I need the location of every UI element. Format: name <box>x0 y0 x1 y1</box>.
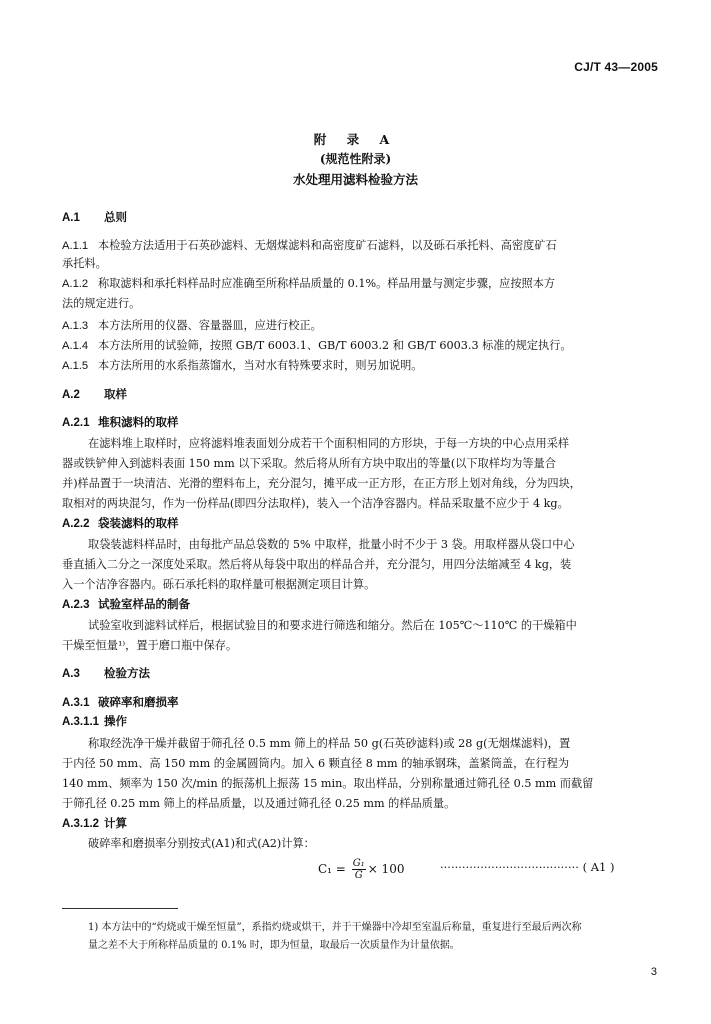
clause-number: A.2.3 <box>62 599 90 611</box>
clause-text: 本方法所用的仪器、容量器皿，应进行校正。 <box>98 319 322 332</box>
footnote-line: 量之差不大于所称样品质量的 0.1% 时，即为恒量，取最后一次质量作为计量依据。 <box>88 940 460 951</box>
formula-rhs: × 100 <box>367 862 405 876</box>
clause-number: A.1.1 <box>62 240 89 252</box>
clause-a1-5 <box>62 358 654 374</box>
section-title: 总则 <box>104 212 127 224</box>
paragraph-line: 垂直插入二分之一深度处采取。然后将从每袋中取出的样品合并，充分混匀，用四分法缩减至 4 kg，装 <box>62 558 572 571</box>
clause-number: A.1.5 <box>62 360 89 372</box>
clause-text: 本方法所用的试验筛，按照 GB/T 6003.1、GB/T 6003.2 和 GB/T 6003.3 标准的规定执行。 <box>98 339 572 352</box>
clause-number: A.3.1 <box>62 697 90 709</box>
footnote-line: 1) 本方法中的“灼烧或干燥至恒量”，系指灼烧或烘干，并于干燥器中冷却至室温后称量，重复进行至最后两次称 <box>88 922 582 933</box>
section-a2-heading <box>62 387 654 403</box>
paragraph-line: 干燥至恒量¹⁾，置于磨口瓶中保存。 <box>62 639 238 652</box>
clause-a1-3 <box>62 318 654 334</box>
footnote-divider <box>62 908 178 909</box>
clause-title: 堆积滤料的取样 <box>98 417 179 429</box>
clause-a3-1-2-heading <box>62 816 654 832</box>
clause-a1-1-cont: 承托料。 <box>62 257 107 270</box>
clause-title: 计算 <box>104 818 127 830</box>
clause-a2-3-heading <box>62 597 654 613</box>
fraction-denominator: G <box>354 870 363 881</box>
clause-a3-1-1-heading <box>62 714 654 730</box>
section-title: 检验方法 <box>104 668 150 680</box>
clause-number: A.3.1.2 <box>62 818 100 830</box>
paragraph-line: 取相对的两块混匀，作为一份样品(即四分法取样)，装入一个洁净容器内。样品采取量不应少于 4 kg。 <box>62 497 569 510</box>
clause-a2-2-heading <box>62 516 654 532</box>
clause-number: A.3.1.1 <box>62 716 100 728</box>
clause-number: A.1.4 <box>62 340 89 352</box>
section-title: 取样 <box>104 389 127 401</box>
paragraph-line: 称取经洗净干燥并截留于筛孔径 0.5 mm 筛上的样品 50 g(石英砂滤料)或 28 g(无烟煤滤料)，置 <box>88 737 571 750</box>
clause-a1-4 <box>62 338 654 354</box>
page-number: 3 <box>650 966 657 978</box>
formula-a1 <box>318 858 404 881</box>
clause-title: 破碎率和磨损率 <box>98 697 179 709</box>
paragraph-line: 入一个洁净容器内。砾石承托料的取样量可根据测定项目计算。 <box>62 578 376 591</box>
paragraph-line: 140 mm、频率为 150 次/min 的振荡机上振荡 15 min。取出样品，分别称量通过筛孔径 0.5 mm 而截留 <box>62 777 594 790</box>
annex-type: (规范性附录) <box>319 152 392 166</box>
clause-a1-1 <box>62 238 654 254</box>
annex-title: 水处理用滤料检验方法 <box>292 172 418 187</box>
formula-fraction <box>352 858 366 881</box>
clause-a2-1-heading <box>62 415 654 431</box>
fraction-numerator: G₁ <box>352 858 365 869</box>
annex-label: 附 录 A <box>313 132 398 147</box>
clause-number: A.1.2 <box>62 278 89 290</box>
clause-text: 本方法所用的水系指蒸馏水，当对水有特殊要求时，则另加说明。 <box>98 359 423 372</box>
clause-title: 操作 <box>104 716 127 728</box>
paragraph-line: 试验室收到滤料试样后，根据试验目的和要求进行筛选和缩分。然后在 105℃～110℃ 的干燥箱中 <box>88 619 577 632</box>
standard-code: CJ/T 43—2005 <box>574 60 658 74</box>
paragraph-line: 取袋装滤料样品时，由每批产品总袋数的 5% 中取样，批量小时不少于 3 袋。用取样器从袋口中心 <box>88 538 575 551</box>
clause-text: 称取滤料和承托料样品时应准确至所称样品质量的 0.1%。样品用量与测定步骤，应按照本方 <box>98 277 556 290</box>
paragraph-line: 破碎率和磨损率分别按式(A1)和式(A2)计算： <box>88 837 315 850</box>
paragraph-line: 于筛孔径 0.25 mm 筛上的样品质量，以及通过筛孔径 0.25 mm 的样品质量。 <box>62 797 456 810</box>
section-number: A.1 <box>62 212 80 224</box>
clause-number: A.1.3 <box>62 320 89 332</box>
clause-a1-2-cont: 法的规定进行。 <box>62 297 141 310</box>
section-a1-heading <box>62 210 654 226</box>
clause-number: A.2.2 <box>62 518 90 530</box>
formula-lhs: C₁ = <box>318 862 350 876</box>
formula-reference: ······································ ( A1 ) <box>440 860 615 874</box>
section-a3-heading <box>62 666 654 682</box>
clause-number: A.2.1 <box>62 417 90 429</box>
clause-title: 袋装滤料的取样 <box>98 518 179 530</box>
paragraph-line: 并)样品置于一块清洁、光滑的塑料布上，充分混匀，摊平成一正方形，在正方形上划对角线，分为四块， <box>62 477 581 490</box>
clause-title: 试验室样品的制备 <box>98 599 190 611</box>
clause-a1-2 <box>62 276 654 292</box>
paragraph-line: 在滤料堆上取样时，应将滤料堆表面划分成若干个面积相同的方形块，于每一方块的中心点用采样 <box>88 437 570 450</box>
paragraph-line: 于内径 50 mm、高 150 mm 的金属圆筒内。加入 6 颗直径 8 mm 的轴承钢珠，盖紧筒盖，在行程为 <box>62 757 570 770</box>
paragraph-line: 器或铁铲伸入到滤料表面 150 mm 以下采取。然后将从所有方块中取出的等量(以下取样均为等量合 <box>62 457 556 470</box>
clause-a3-1-heading <box>62 695 654 711</box>
clause-text: 本检验方法适用于石英砂滤料、无烟煤滤料和高密度矿石滤料，以及砾石承托料、高密度矿石 <box>98 239 557 252</box>
section-number: A.3 <box>62 668 80 680</box>
section-number: A.2 <box>62 389 80 401</box>
